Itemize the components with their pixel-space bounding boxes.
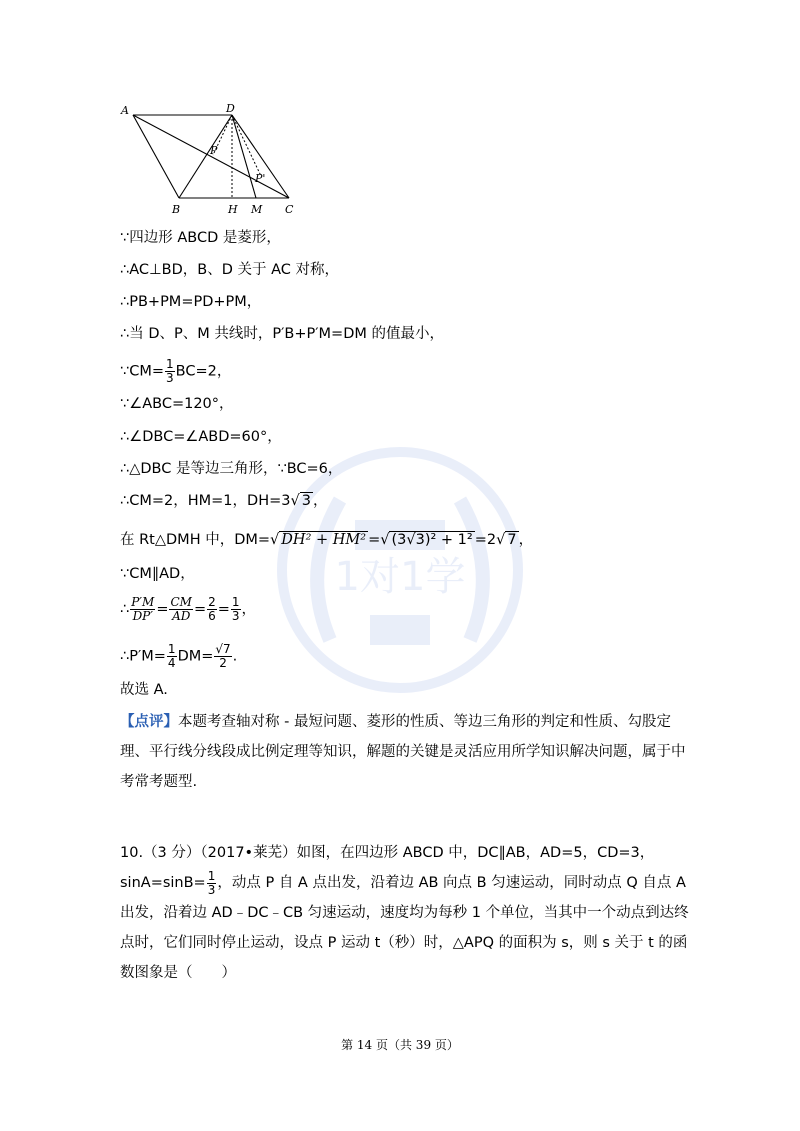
solution-line-10: 在 Rt△DMH 中，DM=√ DH² + HM² =√ (3√3)² + 1² =2√ 7 ， — [120, 532, 534, 548]
label-p-prime: P' — [255, 172, 266, 185]
label-c: C — [285, 203, 294, 216]
svg-text:1对1学: 1对1学 — [334, 554, 466, 600]
solution-line-7: ∴∠DBC=∠ABD=60°， — [120, 429, 282, 445]
label-d: D — [226, 102, 235, 115]
solution-answer: 故选 A. — [120, 682, 168, 698]
label-b: B — [172, 203, 181, 216]
page-footer: 第 14 页（共 39 页） — [341, 1038, 459, 1052]
question-head: 10.（3 分）（2017•莱芜）如图，在四边形 ABCD 中，DC∥AB，AD=5，CD=3，sinA=sinB= — [120, 845, 655, 891]
solution-line-6: ∵∠ABC=120°， — [120, 396, 234, 412]
question-body: 动点 P 自 A 点出发，沿着边 AB 向点 B 匀速运动，同时动点 Q 自点 A 出发，沿着边 AD﹣DC﹣CB 匀速运动，速度均为每秒 1 个单位，当其中一个动点到达终点时，它们同时停止运动，设点 P 运动 t（秒）时，△APQ 的面积为 s，则 s 关于 t 的函数图象是（ ） — [120, 875, 689, 981]
comment-text: 本题考查轴对称 - 最短问题、菱形的性质、等边三角形的判定和性质、勾股定理、平行线分线段成比例定理等知识，解题的关键是灵活应用所学知识解决问题，属于中考常考题型. — [120, 714, 686, 790]
solution-line-5: ∵CM= $\frac{1}{3}$ BC=2， — [120, 357, 232, 385]
comment-paragraph — [120, 707, 690, 797]
solution-line-2: ∴AC⊥BD，B、D 关于 AC 对称， — [120, 262, 339, 278]
solution-line-4: ∴当 D、P、M 共线时，P′B+P′M=DM 的值最小， — [120, 326, 444, 342]
solution-line-1: ∵四边形 ABCD 是菱形， — [120, 230, 281, 246]
solution-line-8: ∴△DBC 是等边三角形，∵BC=6， — [120, 461, 343, 477]
comment-tag: 【点评】 — [120, 714, 178, 730]
solution-line-12: ∴ $\frac{P'M}{DP'}$ = $\frac{CM}{AD}$ = $\frac{2}{6}$ = $\frac{1}{3}$ ， — [120, 595, 257, 623]
label-p: P — [210, 144, 218, 157]
solution-line-3: ∴PB+PM=PD+PM， — [120, 294, 262, 310]
solution-line-13: ∴P′M= $\frac{1}{4}$ DM= $\frac{√7}{2}$ . — [120, 642, 238, 670]
label-a: A — [121, 104, 129, 117]
rhombus-figure — [115, 100, 305, 222]
label-h: H — [228, 203, 238, 216]
solution-line-11: ∵CM∥AD， — [120, 566, 195, 582]
watermark-emblem — [270, 440, 530, 700]
solution-line-9: ∴CM=2，HM=1，DH=3√ 3 ， — [120, 493, 328, 509]
label-m: M — [251, 203, 263, 216]
question-10: 10.（3 分）（2017•莱芜）如图，在四边形 ABCD 中，DC∥AB，AD=5，CD=3，sinA=sinB= $\frac{1}{3}$ ，动点 P 自 A 点出发，沿着边 AB 向点 B 匀速运动，同时动点 Q 自点 A 出发，沿着边 AD﹣DC﹣CB 匀速运动，速度均为每秒 1 个单位，当其中一个动点到达终点时，它们同时停止运动，设点 P 运动 t（秒）时，△APQ 的面积为 s，则 s 关于 t 的函数图象是（ ） — [120, 845, 689, 981]
